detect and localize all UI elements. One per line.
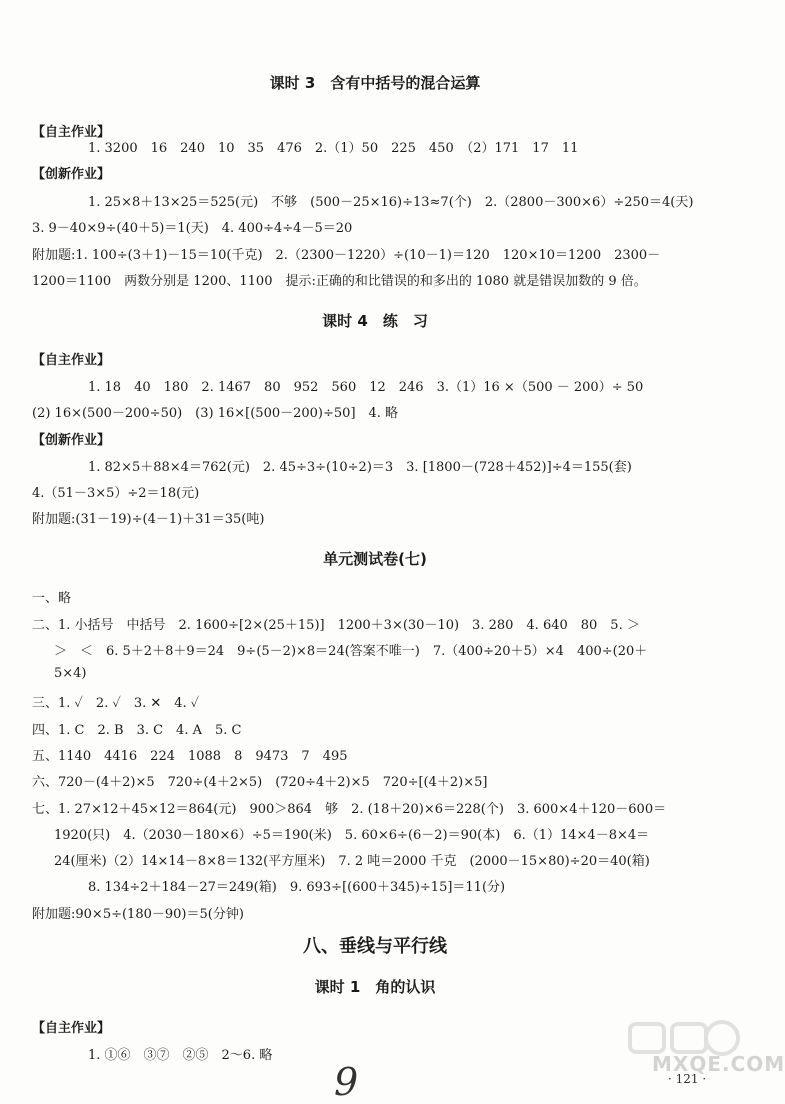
l4-innov-line-2: 4.（51－3×5）÷2＝18(元) xyxy=(32,486,200,501)
unit-extra: 附加题:90×5÷(180－90)＝5(分钟) xyxy=(32,907,244,922)
lesson-3-title: 课时 3 含有中括号的混合运算 xyxy=(269,74,481,92)
unit-q4: 四、1. C 2. B 3. C 4. A 5. C xyxy=(32,723,242,738)
section-innov-work: 【创新作业】 xyxy=(32,167,111,182)
lesson-4-title: 课时 4 练 习 xyxy=(322,312,428,330)
unit-q7-line-3: 24(厘米)（2）14×14－8×8＝132(平方厘米) 7. 2 吨＝2000 千克 (2000－15×80)÷20＝40(箱) xyxy=(54,854,650,869)
chapter-title: 八、垂线与平行线 xyxy=(303,936,447,957)
l3-extra-line-2: 1200＝1100 两数分别是 1200、1100 提示:正确的和比错误的和多出的 1080 就是错误加数的 9 倍。 xyxy=(32,274,647,289)
unit-q6: 六、720－(4＋2)×5 720÷(4＋2×5) (720÷4＋2)×5 720÷[(4＋2)×5] xyxy=(32,775,488,790)
unit-test-title: 单元测试卷(七) xyxy=(323,550,427,568)
unit-q5: 五、1140 4416 224 1088 8 9473 7 495 xyxy=(32,749,348,764)
unit-q7-line-4: 8. 134÷2＋184－27＝249(箱) 9. 693÷[(600＋345)÷15]＝11(分) xyxy=(88,880,506,895)
unit-q2-line-3: 5×4) xyxy=(54,666,87,681)
l4-self-line-2: (2) 16×(500－200÷50) (3) 16×[(500－200)÷50] 4. 略 xyxy=(32,406,399,421)
l4-innov-line-1: 1. 82×5＋88×4＝762(元) 2. 45÷3÷(10÷2)＝3 3. [1800－(728＋452)]÷4＝155(套) xyxy=(88,460,632,475)
watermark-text: MXQE.COM xyxy=(652,1052,785,1076)
l4-self-line-1: 1. 18 40 180 2. 1467 80 952 560 12 246 3.（1）16 ×（500 － 200）÷ 50 xyxy=(88,380,644,395)
l3-extra-line-1: 附加题:1. 100÷(3＋1)－15＝10(千克) 2.（2300－1220）÷(10－1)＝120 120×10＝1200 2300－ xyxy=(32,248,661,263)
section-self-work-3: 【自主作业】 xyxy=(32,1021,111,1036)
unit-q3: 三、1. ✓ 2. ✓ 3. ✕ 4. ✓ xyxy=(32,696,200,711)
handwritten-mark: 9 xyxy=(334,1060,359,1104)
l4-extra-line-1: 附加题:(31－19)÷(4－1)＋31＝35(吨) xyxy=(32,512,265,527)
l3-innov-line-2: 3. 9－40×9÷(40＋5)＝1(天) 4. 400÷4÷4－5＝20 xyxy=(32,221,353,236)
unit-q7-line-2: 1920(只) 4.（2030－180×6）÷5＝190(米) 5. 60×6÷(6－2)＝90(本) 6.（1）14×4－8×4＝ xyxy=(54,828,650,843)
unit-q7-line-1: 七、1. 27×12＋45×12＝864(元) 900＞864 够 2. (18＋20)×6＝228(个) 3. 600×4＋120－600＝ xyxy=(32,802,667,817)
page-number: · 121 · xyxy=(668,1072,707,1086)
unit-q2-line-2: ＞ ＜ 6. 5＋2＋8＋9＝24 9÷(5－2)×8＝24(答案不唯一) 7.（400÷20＋5）×4 400÷(20＋ xyxy=(54,644,648,659)
chapter-lesson-1-title: 课时 1 角的认识 xyxy=(314,978,436,996)
l3-innov-line-1: 1. 25×8＋13×25＝525(元) 不够 (500－25×16)÷13≈7(个) 2.（2800－300×6）÷250＝4(天) xyxy=(88,195,694,210)
section-self-work-2: 【自主作业】 xyxy=(32,353,111,368)
unit-q1: 一、略 xyxy=(32,591,72,606)
section-innov-work-2: 【创新作业】 xyxy=(32,433,111,448)
l3-self-line-1: 1. 3200 16 240 10 35 476 2.（1）50 225 450 （2）171 17 11 xyxy=(88,141,579,156)
section-self-work: 【自主作业】 xyxy=(32,125,111,140)
c1-self-line-1: 1. ①⑥ ③⑦ ②⑤ 2～6. 略 xyxy=(88,1048,273,1063)
unit-q2-line-1: 二、1. 小括号 中括号 2. 1600÷[2×(25＋15)] 1200＋3×(30－10) 3. 280 4. 640 80 5. ＞ xyxy=(32,618,640,633)
